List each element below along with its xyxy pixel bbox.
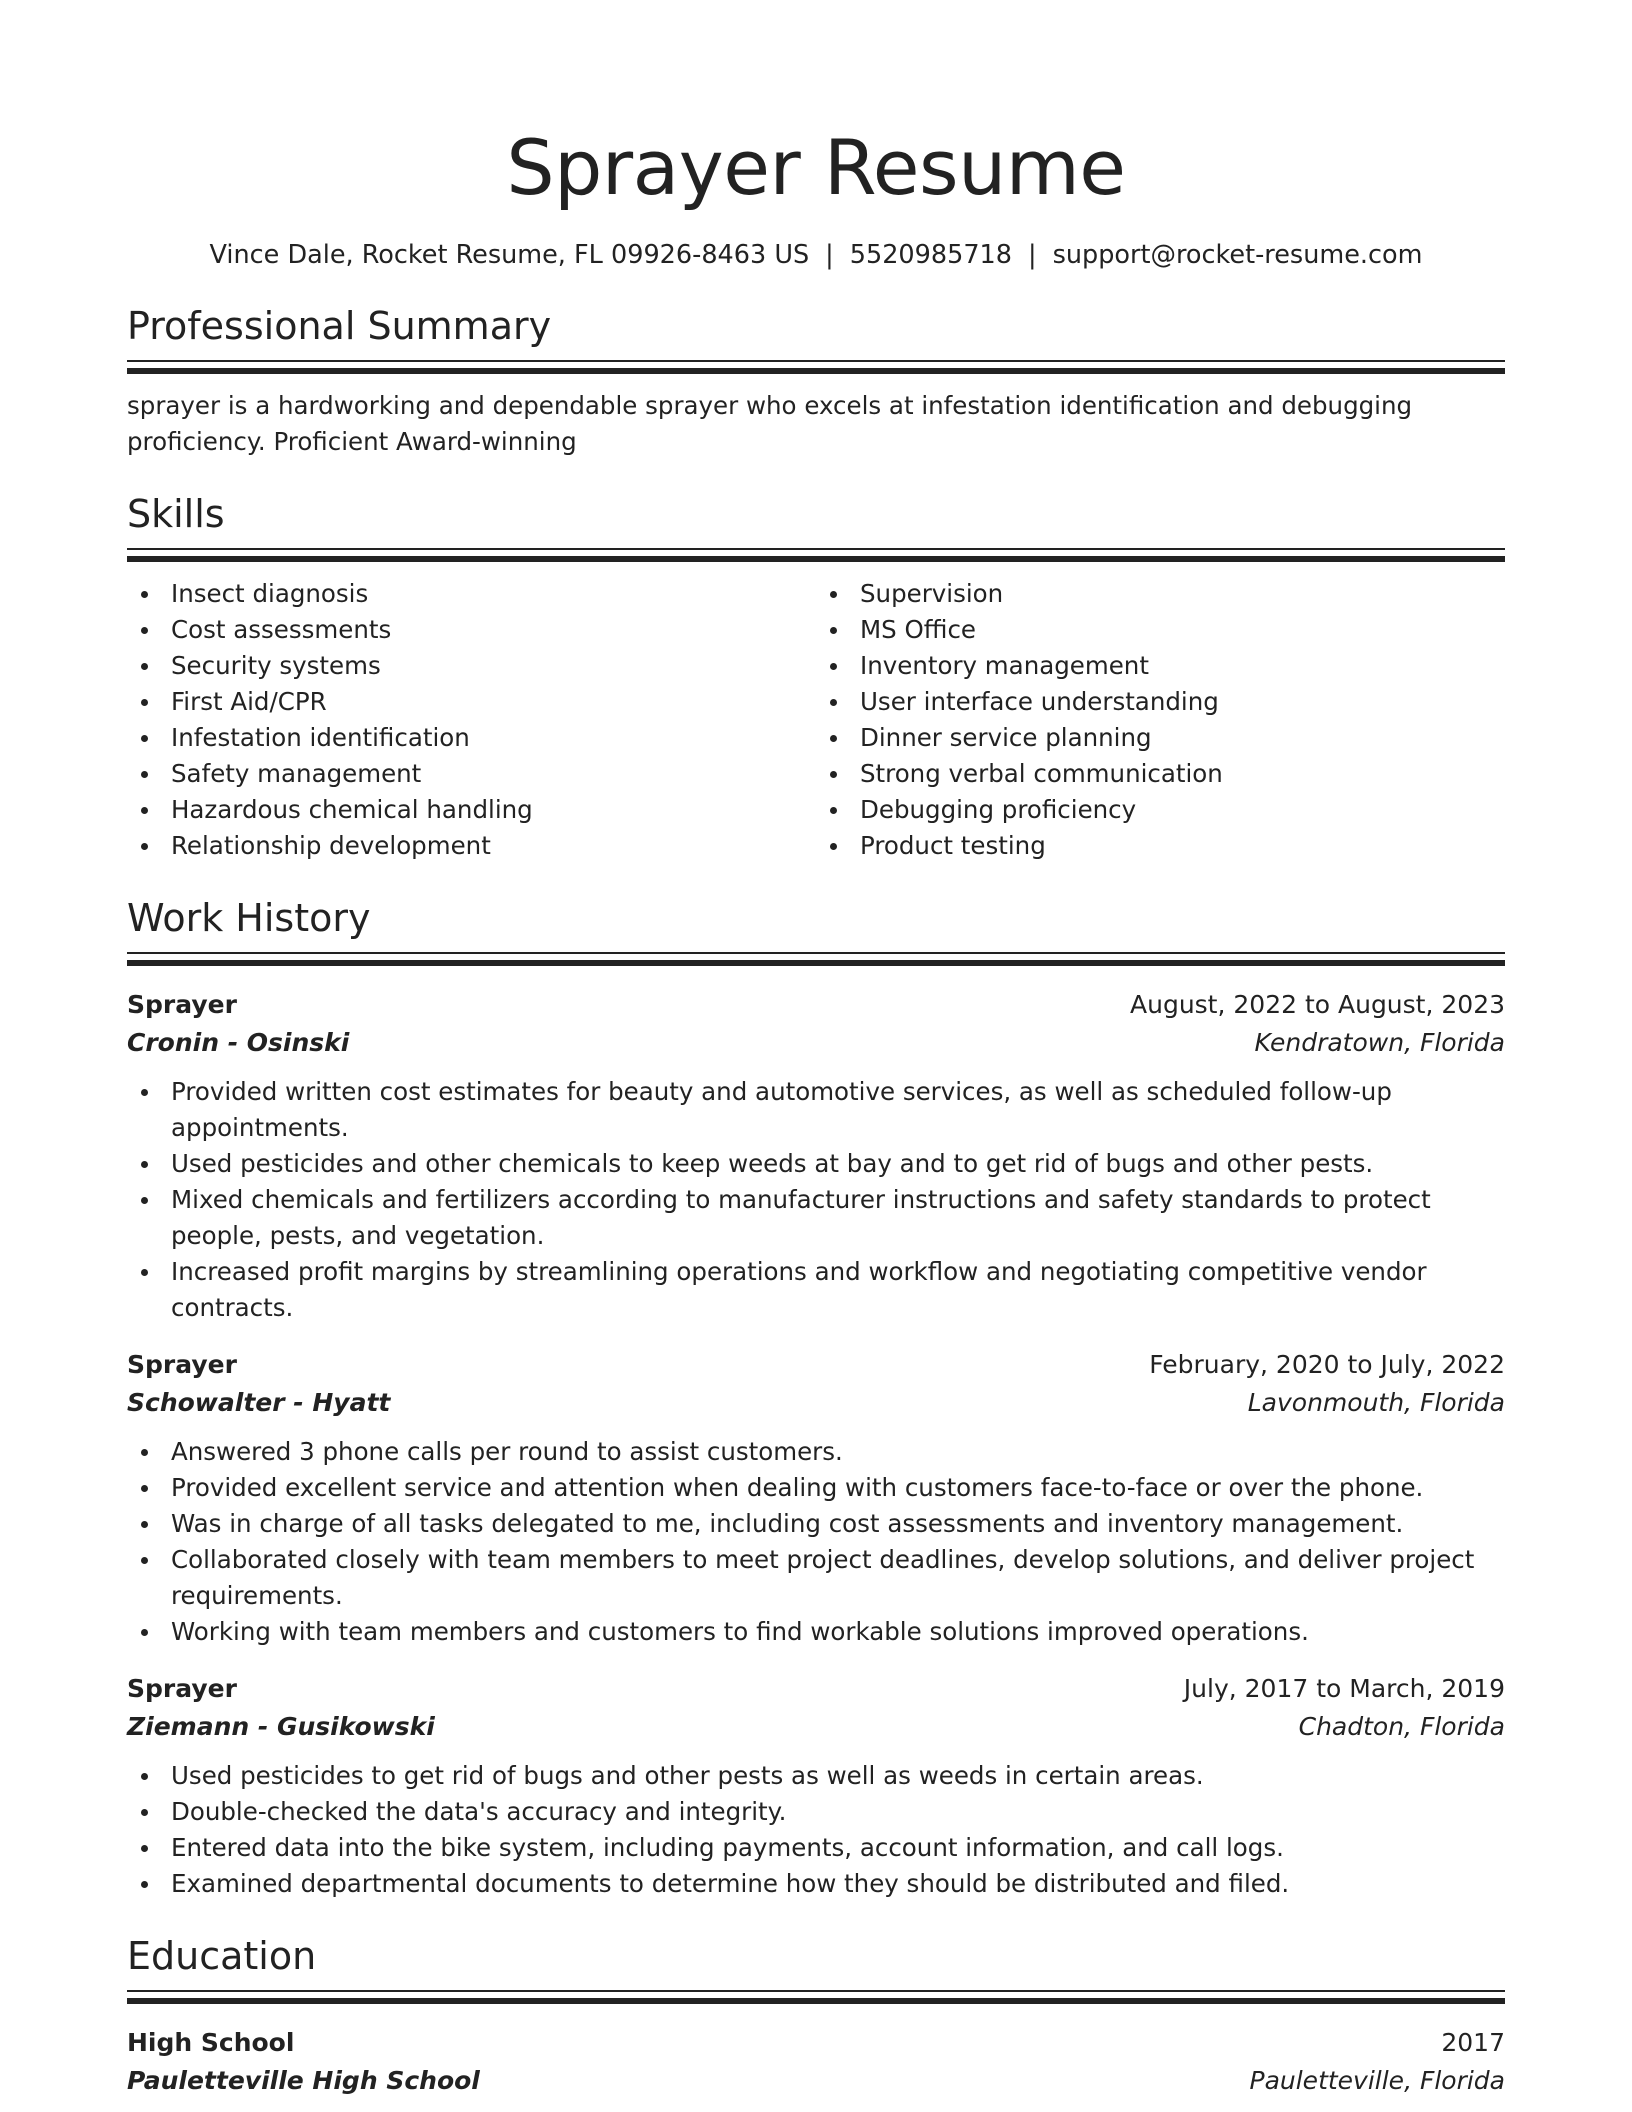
job-header-row — [127, 986, 1505, 1024]
job-location: Chadton, Florida — [1298, 1712, 1505, 1741]
job-bullets — [127, 1758, 1505, 1902]
education-location: Pauletteville, Florida — [1249, 2066, 1505, 2095]
resume-title: Sprayer Resume — [506, 123, 1126, 212]
section-heading: Education — [127, 1934, 317, 1978]
contact-separator: | — [1028, 240, 1037, 270]
contact-line — [127, 238, 1505, 272]
job-company: Ziemann - Gusikowski — [127, 1712, 435, 1741]
job-header-row — [127, 1346, 1505, 1384]
education-degree: High School — [127, 2028, 295, 2057]
job-bullet: Examined departmental documents to determine how they should be distributed and filed. — [127, 1866, 1505, 1902]
job-bullet: Mixed chemicals and fertilizers according to manufacturer instructions and safety standards to protect people, pests, and vegetation. — [127, 1182, 1505, 1254]
contact-address: Vince Dale, Rocket Resume, FL 09926-8463 US — [209, 240, 810, 270]
skill-item: Inventory management — [816, 648, 1505, 684]
skill-item: Strong verbal communication — [816, 756, 1505, 792]
skill-item: User interface understanding — [816, 684, 1505, 720]
skill-item: Insect diagnosis — [127, 576, 816, 612]
skill-item: Safety management — [127, 756, 816, 792]
job-subheader-row — [127, 1708, 1505, 1746]
job-company: Cronin - Osinski — [127, 1028, 350, 1057]
summary-text: sprayer is a hardworking and dependable sprayer who excels at infestation identification and debugging proficiency. Proficient Award-winning — [127, 391, 1413, 456]
job-entry — [127, 1346, 1505, 1650]
job-bullet: Entered data into the bike system, including payments, account information, and call logs. — [127, 1830, 1505, 1866]
section-heading: Work History — [127, 896, 371, 940]
skill-item: Supervision — [816, 576, 1505, 612]
contact-phone: 5520985718 — [849, 240, 1013, 270]
job-location: Kendratown, Florida — [1254, 1028, 1505, 1057]
section-divider — [127, 548, 1505, 562]
job-bullets — [127, 1434, 1505, 1650]
job-dates: August, 2022 to August, 2023 — [1130, 990, 1505, 1019]
job-location: Lavonmouth, Florida — [1247, 1388, 1505, 1417]
job-company: Schowalter - Hyatt — [127, 1388, 391, 1417]
job-dates: July, 2017 to March, 2019 — [1183, 1674, 1505, 1703]
skills-left-list — [127, 576, 816, 864]
job-bullet: Increased profit margins by streamlining operations and workflow and negotiating competitive vendor contracts. — [127, 1254, 1505, 1326]
job-dates: February, 2020 to July, 2022 — [1149, 1350, 1505, 1379]
skill-item: Relationship development — [127, 828, 816, 864]
skill-item: Cost assessments — [127, 612, 816, 648]
job-bullets — [127, 1074, 1505, 1326]
job-bullet: Double-checked the data's accuracy and integrity. — [127, 1794, 1505, 1830]
education-entry — [127, 2024, 1505, 2100]
skill-item: Security systems — [127, 648, 816, 684]
education-subheader-row — [127, 2062, 1505, 2100]
section-heading: Professional Summary — [127, 304, 552, 348]
skill-item: Dinner service planning — [816, 720, 1505, 756]
skill-item: First Aid/CPR — [127, 684, 816, 720]
job-title: Sprayer — [127, 1674, 237, 1703]
skill-item: Debugging proficiency — [816, 792, 1505, 828]
skills-section — [127, 490, 1505, 864]
work-history-section — [127, 894, 1505, 1902]
job-bullet: Was in charge of all tasks delegated to me, including cost assessments and inventory management. — [127, 1506, 1505, 1542]
education-header-row — [127, 2024, 1505, 2062]
skill-item: Infestation identification — [127, 720, 816, 756]
skill-item: MS Office — [816, 612, 1505, 648]
section-divider — [127, 1990, 1505, 2004]
job-title: Sprayer — [127, 990, 237, 1019]
job-entry — [127, 986, 1505, 1326]
section-heading: Skills — [127, 492, 225, 536]
job-bullet: Used pesticides to get rid of bugs and other pests as well as weeds in certain areas. — [127, 1758, 1505, 1794]
skill-item: Product testing — [816, 828, 1505, 864]
job-bullet: Answered 3 phone calls per round to assist customers. — [127, 1434, 1505, 1470]
job-title: Sprayer — [127, 1350, 237, 1379]
job-bullet: Working with team members and customers to find workable solutions improved operations. — [127, 1614, 1505, 1650]
job-bullet: Provided excellent service and attention when dealing with customers face-to-face or over the phone. — [127, 1470, 1505, 1506]
education-year: 2017 — [1441, 2028, 1505, 2057]
contact-email: support@rocket-resume.com — [1052, 240, 1423, 270]
summary-section — [127, 302, 1505, 460]
section-divider — [127, 360, 1505, 374]
job-header-row — [127, 1670, 1505, 1708]
job-bullet: Provided written cost estimates for beauty and automotive services, as well as scheduled follow-up appointments. — [127, 1074, 1505, 1146]
section-divider — [127, 952, 1505, 966]
education-section — [127, 1932, 1505, 2100]
skills-grid — [127, 576, 1505, 864]
job-bullet: Collaborated closely with team members to meet project deadlines, develop solutions, and deliver project requirements. — [127, 1542, 1505, 1614]
education-school: Pauletteville High School — [127, 2066, 480, 2095]
job-subheader-row — [127, 1024, 1505, 1062]
skills-right-list — [816, 576, 1505, 864]
job-entry — [127, 1670, 1505, 1902]
skill-item: Hazardous chemical handling — [127, 792, 816, 828]
job-bullet: Used pesticides and other chemicals to keep weeds at bay and to get rid of bugs and other pests. — [127, 1146, 1505, 1182]
contact-separator: | — [825, 240, 834, 270]
job-subheader-row — [127, 1384, 1505, 1422]
